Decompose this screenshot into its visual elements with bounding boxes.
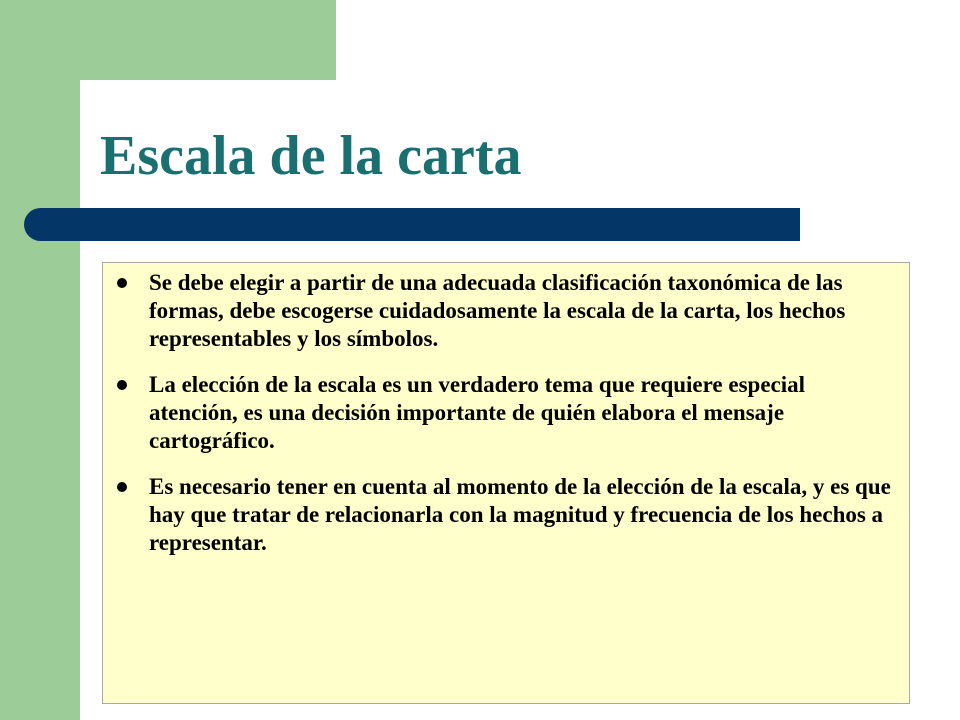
bullet-list xyxy=(117,269,897,575)
content-box xyxy=(102,262,910,704)
bullet-text: Se debe elegir a partir de una adecuada clasificación taxonómica de las formas, debe escogerse cuidadosamente la escala de la carta, los hechos representables y los símbolos. xyxy=(149,270,846,351)
bullet-dot-icon xyxy=(117,482,127,492)
bullet-item-2 xyxy=(117,371,897,455)
bullet-dot-icon xyxy=(117,278,127,288)
slide-title: Escala de la carta xyxy=(100,125,522,187)
bullet-item-1 xyxy=(117,269,897,353)
title-underline-bar xyxy=(24,208,800,241)
bullet-item-3 xyxy=(117,473,897,557)
top-accent-block xyxy=(80,0,336,80)
bullet-text: La elección de la escala es un verdadero tema que requiere especial atención, es una decisión importante de quién elabora el mensaje cartográfico. xyxy=(149,372,806,453)
bullet-dot-icon xyxy=(117,380,127,390)
left-accent-bar xyxy=(0,0,80,720)
bullet-text: Es necesario tener en cuenta al momento de la elección de la escala, y es que hay que tratar de relacionarla con la magnitud y frecuencia de los hechos a representar. xyxy=(149,474,891,555)
